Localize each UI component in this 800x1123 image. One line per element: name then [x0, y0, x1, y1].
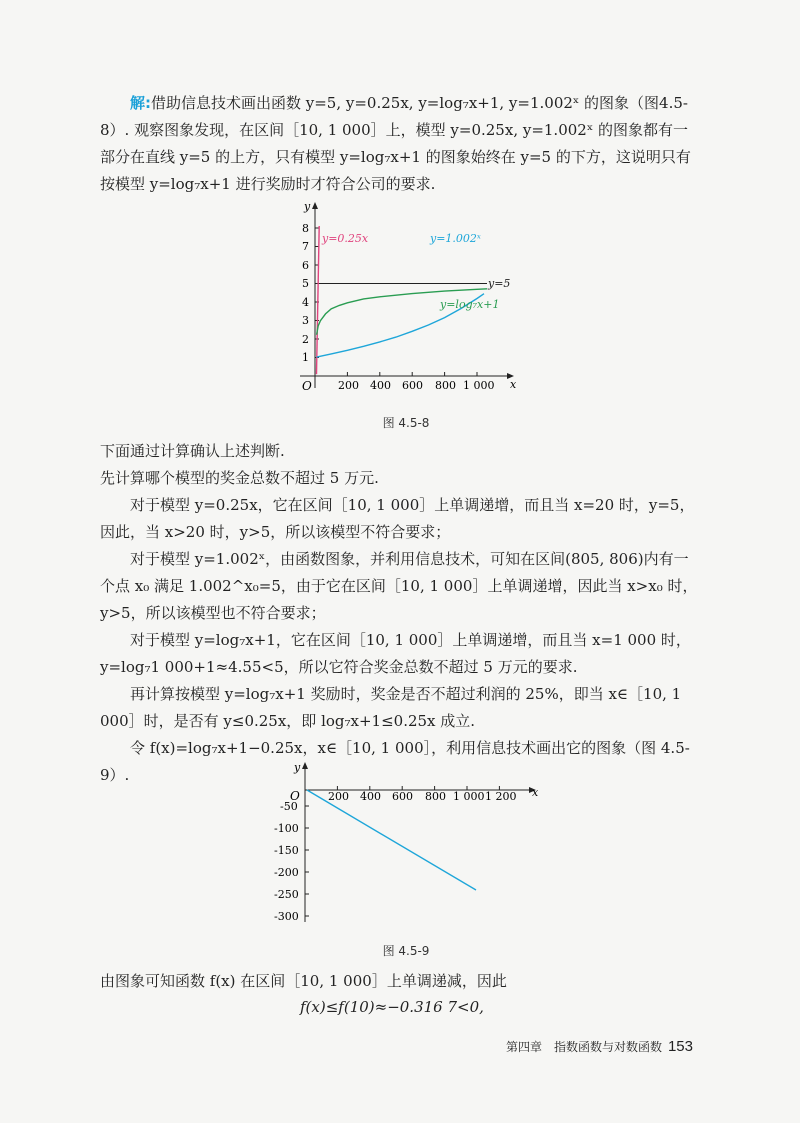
y-axis-label: y: [294, 762, 301, 774]
x-tick: 1 000: [453, 790, 485, 803]
paragraph: 下面通过计算确认上述判断.: [100, 442, 285, 460]
y-tick: 2: [302, 333, 309, 346]
curve-linear: [317, 226, 320, 374]
x-tick: 600: [402, 379, 423, 392]
x-tick: 400: [370, 379, 391, 392]
paragraph: 先计算哪个模型的奖金总数不超过 5 万元.: [100, 469, 379, 487]
figure-caption: 图 4.5-9: [382, 944, 430, 958]
x-tick: 200: [338, 379, 359, 392]
label-exp: y=1.002ˣ: [430, 232, 481, 245]
figure-4-5-8: [290, 198, 530, 398]
y-axis-label: y: [304, 200, 311, 213]
conclusion-text: 由图象可知函数 f(x) 在区间［10, 1 000］上单调递减，因此: [100, 972, 507, 990]
page-footer: [506, 1038, 693, 1055]
y-axis-arrow: [302, 762, 308, 769]
paragraph: 对于模型 y=log₇x+1，它在区间［10, 1 000］上单调递增，而且当 x=1 000 时，y=log₇1 000+1≈4.55<5，所以它符合奖金总数不超过 5 万元的要求.: [100, 631, 691, 676]
y-tick: 1: [302, 351, 309, 364]
y-tick: -200: [274, 866, 299, 879]
y-tick: -250: [274, 888, 299, 901]
x-ticks: [338, 372, 495, 392]
origin-label: O: [302, 379, 312, 393]
y-tick: 8: [302, 222, 309, 235]
y-axis-arrow: [312, 202, 318, 209]
origin-label: O: [290, 789, 300, 803]
y-tick: -50: [280, 800, 298, 813]
y-ticks: [274, 800, 309, 923]
x-tick: 800: [425, 790, 446, 803]
x-ticks: [328, 786, 517, 803]
chapter-title: 第四章 指数函数与对数函数: [505, 1040, 662, 1054]
x-tick: 600: [392, 790, 413, 803]
intro-text: 借助信息技术画出函数 y=5, y=0.25x, y=log₇x+1, y=1.002ˣ 的图象（图4.5-8）. 观察图象发现，在区间［10, 1 000］上，模型 y=0.25x, y=1.002ˣ 的图象都有一部分在直线 y=5 的上方，只有模型 y=log₇x+1 的图象始终在 y=5 的下方，这说明只有按模型 y=log₇x+1 进行奖励时才符合公司的要求.: [100, 94, 691, 193]
page-number: 153: [667, 1038, 693, 1055]
curve-f: [307, 790, 476, 890]
y-tick: 5: [302, 277, 309, 290]
paragraph: 令 f(x)=log₇x+1−0.25x，x∈［10, 1 000］，利用信息技术画出它的图象（图 4.5-9）.: [100, 739, 690, 784]
intro-paragraph: [100, 90, 700, 198]
y-tick: 3: [302, 314, 309, 327]
label-const: y=5: [488, 277, 511, 290]
y-tick: -150: [274, 844, 299, 857]
label-log: y=log₇x+1: [440, 298, 500, 311]
x-tick: 200: [328, 790, 349, 803]
label-linear: y=0.25x: [322, 232, 369, 245]
x-tick: 400: [360, 790, 381, 803]
paragraph: 对于模型 y=0.25x，它在区间［10, 1 000］上单调递增，而且当 x=20 时，y=5，因此，当 x>20 时，y>5，所以该模型不符合要求；: [100, 496, 695, 541]
y-tick: 7: [302, 240, 309, 253]
y-tick: -100: [274, 822, 299, 835]
conclusion-formula: f(x)≤f(10)≈−0.316 7<0,: [300, 998, 484, 1016]
solution-label: 解:: [130, 94, 151, 112]
x-tick: 1 000: [463, 379, 495, 392]
x-axis-label: x: [510, 378, 517, 391]
paragraph: 对于模型 y=1.002ˣ，由函数图象，并利用信息技术，可知在区间(805, 806)内有一个点 x₀ 满足 1.002^x₀=5，由于它在区间［10, 1 000］上单调递增，因此当 x>x₀ 时，y>5，所以该模型也不符合要求；: [100, 550, 698, 622]
y-tick: 4: [302, 296, 309, 309]
figure-caption: 图 4.5-8: [382, 416, 430, 430]
y-tick: -300: [274, 910, 299, 923]
x-tick: 800: [435, 379, 456, 392]
curve-log: [317, 289, 487, 335]
x-axis-label: x: [532, 786, 539, 799]
figure-4-5-9: [270, 762, 560, 932]
paragraph: 再计算按模型 y=log₇x+1 奖励时，奖金是否不超过利润的 25%，即当 x∈［10, 1 000］时，是否有 y≤0.25x，即 log₇x+1≤0.25x 成立.: [100, 685, 682, 730]
x-tick: 1 200: [485, 790, 517, 803]
y-tick: 6: [302, 259, 309, 272]
